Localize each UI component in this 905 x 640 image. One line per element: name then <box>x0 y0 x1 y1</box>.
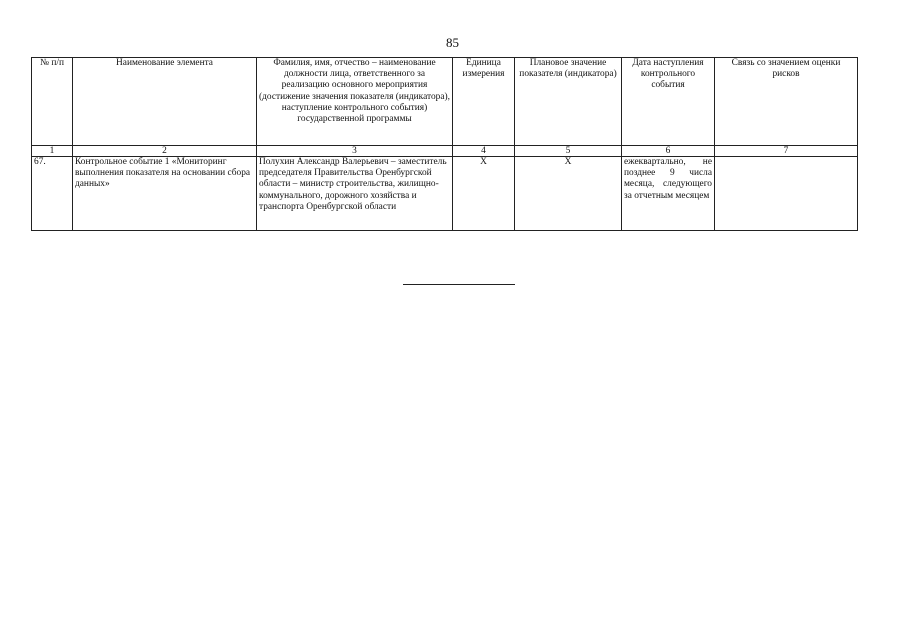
column-number: 5 <box>515 146 622 157</box>
header-plan: Плановое значение показателя (индикатора) <box>515 58 622 146</box>
row-responsible: Полухин Александр Валерьевич – заместитель председателя Правительства Оренбургской области – министр строительства, жилищно-коммунального, дорожного хозяйства и транспорта Оренбургской области <box>257 157 453 231</box>
column-number: 6 <box>622 146 715 157</box>
column-number: 7 <box>715 146 858 157</box>
column-number: 4 <box>453 146 515 157</box>
header-unit: Единица измерения <box>453 58 515 146</box>
header-responsible: Фамилия, имя, отчество – наименование должности лица, ответственного за реализацию основного мероприятия (достижение значения показателя (индикатора), наступление контрольного события) государственной программы <box>257 58 453 146</box>
row-num: 67. <box>32 157 73 231</box>
closing-rule <box>403 284 515 285</box>
header-date: Дата наступления контрольного события <box>622 58 715 146</box>
control-events-table <box>31 57 858 231</box>
header-name: Наименование элемента <box>73 58 257 146</box>
header-row <box>32 58 858 146</box>
column-number: 2 <box>73 146 257 157</box>
header-num: № п/п <box>32 58 73 146</box>
column-number: 1 <box>32 146 73 157</box>
row-date: ежеквартально, не позднее 9 числа месяца, следующего за отчетным месяцем <box>622 157 715 231</box>
column-number: 3 <box>257 146 453 157</box>
table-row <box>32 157 858 231</box>
column-number-row <box>32 146 858 157</box>
page-number: 85 <box>446 35 459 50</box>
row-name: Контрольное событие 1 «Мониторинг выполнения показателя на основании сбора данных» <box>73 157 257 231</box>
row-plan: Х <box>515 157 622 231</box>
row-unit: Х <box>453 157 515 231</box>
header-risk: Связь со значением оценки рисков <box>715 58 858 146</box>
row-risk <box>715 157 858 231</box>
